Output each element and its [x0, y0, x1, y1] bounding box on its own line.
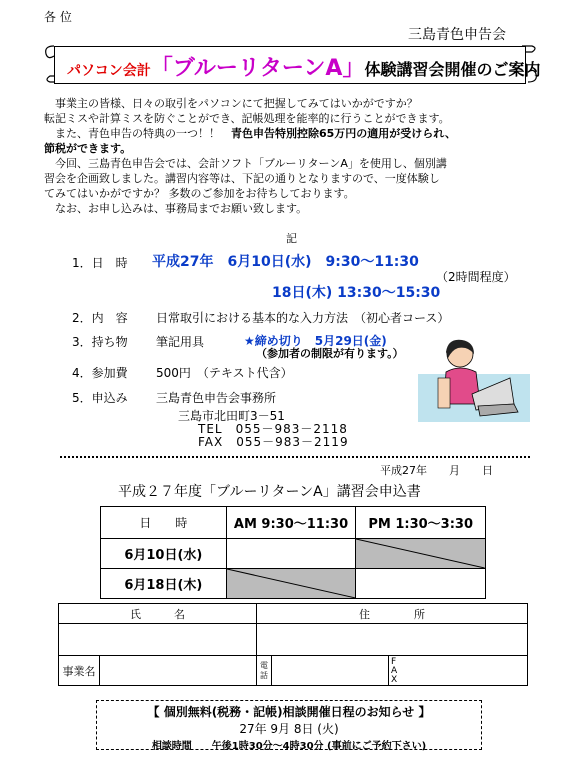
notice-time: 相談時間 午後1時30分～4時30分 (事前にご予約下さい) [151, 741, 427, 752]
date-2: 18日(木) 13:30～15:30 [272, 285, 441, 301]
cell-0618-pm[interactable] [356, 569, 486, 599]
intro-line-1: 事業主の皆様、日々の取引をパソコンにて把握してみてはいかがですか？ [44, 97, 418, 110]
business-field[interactable] [100, 656, 257, 686]
ki-mark: 記 [286, 232, 297, 245]
intro-line-6: てみてはいかがですか？ 多数のご参加をお待ちしております。 [44, 187, 355, 200]
address-header: 住 所 [257, 604, 528, 624]
tel: TEL 055－983－2118 [198, 422, 348, 436]
business-label: 事業名 [59, 656, 100, 686]
fax: FAX 055－983－2119 [198, 435, 349, 449]
consultation-notice [96, 700, 482, 750]
cut-line [60, 456, 530, 458]
fee-label: 4．参加費 [72, 366, 128, 380]
apply-label: 5．申込み [72, 391, 128, 405]
tel-label-2: 話 [260, 670, 268, 680]
duration: （2時間程度） [436, 270, 516, 284]
tel-label [257, 656, 272, 686]
items: 筆記用具 [156, 335, 205, 349]
row-date-1: 6月10日(水) [101, 539, 227, 569]
intro-text [44, 96, 544, 216]
content-label: 2．内 容 [72, 311, 128, 325]
intro-highlight: 青色申告特別控除65万円の適用が受けられ、 [231, 127, 456, 140]
name-header: 氏 名 [59, 604, 257, 624]
form-title: 平成２７年度「ブルーリターンA」講習会申込書 [118, 484, 421, 500]
applicant-table [58, 603, 528, 686]
content: 日常取引における基本的な入力方法 （初心者コース） [156, 311, 450, 325]
recipient: 各 位 [44, 10, 72, 24]
intro-highlight-2: 節税ができます。 [44, 142, 132, 155]
items-label: 3．持ち物 [72, 335, 128, 349]
col-am-header: AM 9:30～11:30 [226, 507, 356, 539]
date-label: 1．日 時 [72, 256, 128, 270]
intro-line-4: 今回、三島青色申告会では、会計ソフト「ブルーリターンA」を使用し、個別講 [44, 157, 447, 170]
banner-brand: 「ブルーリターンA」 [150, 56, 365, 81]
notice-date: 27年 9月 8日 (火) [239, 722, 339, 736]
apply-org: 三島青色申告会事務所 [156, 391, 277, 405]
row-date-2: 6月18日(木) [101, 569, 227, 599]
title-banner [44, 38, 541, 90]
fee: 500円 （テキスト代含） [156, 366, 293, 380]
deadline: ★締め切り 5月29日(金) [244, 334, 387, 348]
fax-cell[interactable] [389, 656, 528, 686]
intro-line-3: また、青色申告の特典の一つ！！ [44, 127, 220, 140]
fax-label: FAX [391, 657, 398, 685]
intro-line-7: なお、お申し込みは、事務局までお願い致します。 [44, 202, 308, 215]
intro-line-2: 転記ミスや計算ミスを防ぐことができ、記帳処理を能率的に行うことができます。 [44, 112, 450, 125]
form-date-line: 平成27年 月 日 [380, 464, 493, 477]
cell-0610-pm-unavailable [356, 539, 486, 569]
address-field[interactable] [257, 624, 528, 656]
name-field[interactable] [59, 624, 257, 656]
col-pm-header: PM 1:30～3:30 [356, 507, 486, 539]
cell-0610-am[interactable] [226, 539, 356, 569]
computer-user-illustration-icon [418, 334, 530, 422]
tel-field[interactable] [272, 656, 389, 686]
col-date-header: 日 時 [101, 507, 227, 539]
schedule-table [100, 506, 486, 599]
tel-label-1: 電 [260, 660, 268, 670]
cell-0618-am-unavailable [226, 569, 356, 599]
organization-name: 三島青色申告会 [408, 27, 506, 43]
notice-title: 【 個別無料(税務・記帳)相談開催日程のお知らせ 】 [147, 705, 431, 719]
banner-prefix: パソコン会計 [67, 63, 151, 79]
banner-suffix: 体験講習会開催のご案内 [364, 60, 541, 79]
intro-line-5: 習会を企画致しました。講習内容等は、下記の通りとなりますので、一度体験し [44, 172, 440, 185]
date-1: 平成27年 6月10日(水) 9:30～11:30 [152, 254, 419, 270]
participant-limit: （参加者の制限が有ります。） [256, 347, 404, 360]
address: 三島市北田町3－51 [178, 409, 285, 423]
